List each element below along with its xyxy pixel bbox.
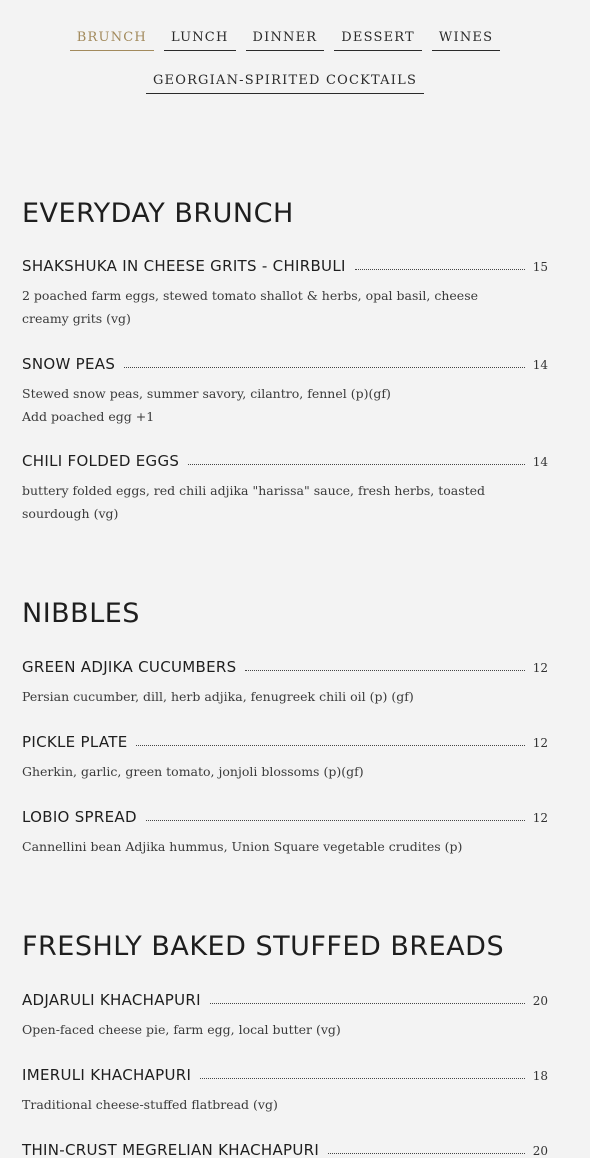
- menu-item-description: Gherkin, garlic, green tomato, jonjoli blossoms (p)(gf): [22, 764, 364, 779]
- section-title-everyday-brunch: EVERYDAY BRUNCH: [22, 198, 294, 229]
- menu-item: [22, 991, 548, 1042]
- menu-item-header: [22, 1066, 548, 1086]
- menu-item-description: Open-faced cheese pie, farm egg, local butter (vg): [22, 1022, 341, 1037]
- menu-item-price: 12: [532, 736, 548, 750]
- menu-tabs-row-1: [0, 30, 570, 51]
- menu-item-price: 20: [532, 1144, 548, 1158]
- menu-item: [22, 1066, 548, 1117]
- menu-item-header: [22, 257, 548, 277]
- menu-item: [22, 733, 548, 784]
- dotted-leader: [355, 269, 525, 270]
- menu-item-price: 12: [532, 811, 548, 825]
- menu-tabs-row-2: [0, 73, 570, 94]
- tab-lunch[interactable]: LUNCH: [164, 30, 236, 51]
- menu-item-description: [22, 383, 512, 428]
- dotted-leader: [210, 1003, 525, 1004]
- menu-item: [22, 808, 548, 859]
- menu-item: [22, 355, 548, 428]
- menu-item-description: Persian cucumber, dill, herb adjika, fenugreek chili oil (p) (gf): [22, 689, 414, 704]
- menu-item-price: 18: [532, 1069, 548, 1083]
- menu-item: [22, 658, 548, 709]
- dotted-leader: [245, 670, 524, 671]
- dotted-leader: [328, 1153, 525, 1154]
- dotted-leader: [146, 820, 525, 821]
- menu-item-header: [22, 991, 548, 1011]
- dotted-leader: [124, 367, 525, 368]
- menu-item-name: IMERULI KHACHAPURI: [22, 1066, 192, 1084]
- menu-item-description-text: Stewed snow peas, summer savory, cilantro, fennel (p)(gf): [22, 386, 391, 401]
- menu-item-addon-note: Add poached egg +1: [22, 408, 155, 424]
- menu-item-name: CHILI FOLDED EGGS: [22, 452, 180, 470]
- menu-item-price: 15: [532, 260, 548, 274]
- menu-item-header: [22, 1141, 548, 1158]
- tab-brunch[interactable]: BRUNCH: [70, 30, 154, 51]
- tab-wines[interactable]: WINES: [432, 30, 500, 51]
- menu-item: [22, 257, 548, 330]
- menu-item-price: 14: [532, 455, 548, 469]
- menu-item: [22, 452, 548, 525]
- menu-item-description: Cannellini bean Adjika hummus, Union Square vegetable crudites (p): [22, 839, 463, 854]
- menu-item-name: LOBIO SPREAD: [22, 808, 137, 826]
- menu-item-description: Traditional cheese-stuffed flatbread (vg): [22, 1097, 278, 1112]
- menu-item-price: 12: [532, 661, 548, 675]
- menu-item-header: [22, 733, 548, 753]
- section-title-nibbles: NIBBLES: [22, 598, 140, 629]
- menu-item-name: ADJARULI KHACHAPURI: [22, 991, 201, 1009]
- section-title-stuffed-breads: FRESHLY BAKED STUFFED BREADS: [22, 931, 505, 962]
- dotted-leader: [188, 464, 525, 465]
- dotted-leader: [136, 745, 524, 746]
- menu-item-description: 2 poached farm eggs, stewed tomato shallot & herbs, opal basil, cheese creamy grits (vg): [22, 288, 478, 326]
- menu-item-name: GREEN ADJIKA CUCUMBERS: [22, 658, 237, 676]
- menu-item-price: 20: [532, 994, 548, 1008]
- menu-item-price: 14: [532, 358, 548, 372]
- menu-item-name: SHAKSHUKA IN CHEESE GRITS - CHIRBULI: [22, 257, 346, 275]
- menu-item-name: PICKLE PLATE: [22, 733, 128, 751]
- tab-dinner[interactable]: DINNER: [246, 30, 325, 51]
- menu-item-header: [22, 658, 548, 678]
- tab-dessert[interactable]: DESSERT: [334, 30, 422, 51]
- menu-item-name: SNOW PEAS: [22, 355, 116, 373]
- menu-item-header: [22, 808, 548, 828]
- tab-cocktails[interactable]: GEORGIAN-SPIRITED COCKTAILS: [146, 73, 424, 94]
- menu-item-header: [22, 452, 548, 472]
- dotted-leader: [200, 1078, 525, 1079]
- menu-item-header: [22, 355, 548, 375]
- menu-item: [22, 1141, 548, 1158]
- menu-item-name: THIN-CRUST MEGRELIAN KHACHAPURI: [22, 1141, 320, 1158]
- menu-item-description: buttery folded eggs, red chili adjika "harissa" sauce, fresh herbs, toasted sourdough (vg): [22, 483, 486, 521]
